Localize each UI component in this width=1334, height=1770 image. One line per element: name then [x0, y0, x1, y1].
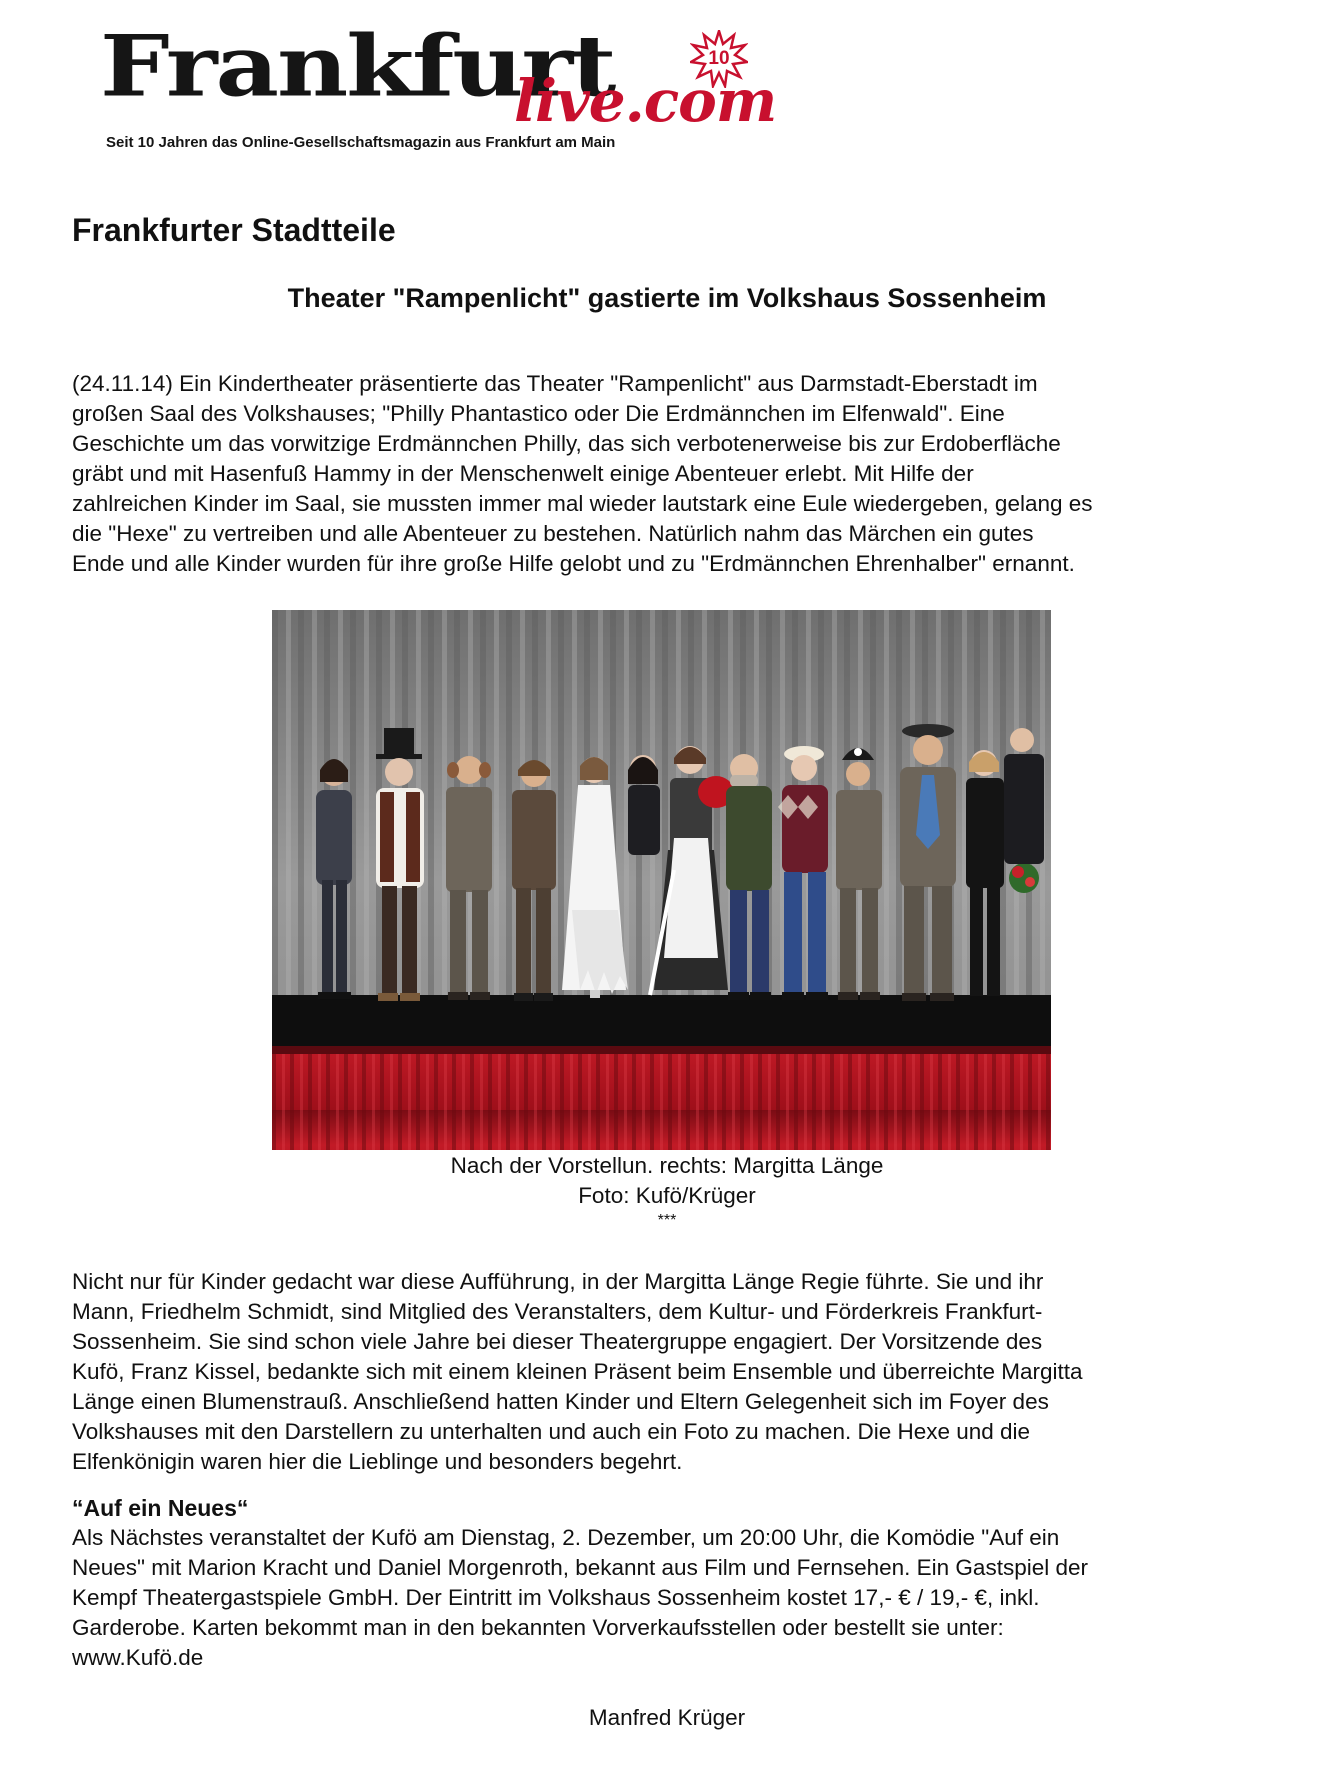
- paragraph-line: Ende und alle Kinder wurden für ihre große Hilfe gelobt und zu "Erdmännchen Ehrenhalber" ernannt.: [72, 551, 1075, 576]
- section-separator: ***: [657, 1212, 677, 1229]
- paragraph-line: Garderobe. Karten bekommt man in den bekannten Vorverkaufsstellen oder bestellt sie unter:: [72, 1615, 1004, 1640]
- anniversary-star-icon: [690, 30, 748, 88]
- paragraph-line: Als Nächstes veranstaltet der Kufö am Dienstag, 2. Dezember, um 20:00 Uhr, die Komödie "Auf ein: [72, 1525, 1060, 1550]
- paragraph-line: Mann, Friedhelm Schmidt, sind Mitglied des Veranstalters, dem Kultur- und Förderkreis Frankfurt-: [72, 1299, 1043, 1324]
- paragraph-line: großen Saal des Volkshauses; "Philly Phantastico oder Die Erdmännchen im Elfenwald". Eine: [72, 401, 1005, 426]
- paragraph-line: Länge einen Blumenstrauß. Anschließend hatten Kinder und Eltern Gelegenheit sich im Foyer des: [72, 1389, 1049, 1414]
- stage-skirt: [272, 1050, 1051, 1150]
- paragraph-line: (24.11.14) Ein Kindertheater präsentierte das Theater "Rampenlicht" aus Darmstadt-Eberstadt im: [72, 371, 1038, 396]
- paragraph-line: Kempf Theatergastspiele GmbH. Der Eintritt im Volkshaus Sossenheim kostet 17,- € / 19,- €, inkl.: [72, 1585, 1040, 1610]
- stage-floor: [272, 995, 1051, 1050]
- section-heading: Frankfurter Stadtteile: [72, 212, 396, 248]
- masthead-logo[interactable]: [96, 17, 777, 155]
- article-upcoming-paragraph: [72, 1523, 1272, 1673]
- photo-credit: Foto: Kufö/Krüger: [578, 1183, 756, 1208]
- article-title: Theater "Rampenlicht" gastierte im Volkshaus Sossenheim: [287, 283, 1047, 313]
- photo-caption: [0, 1151, 1334, 1231]
- paragraph-line: Geschichte um das vorwitzige Erdmännchen Philly, das sich verbotenerweise bis zur Erdoberfläche: [72, 431, 1061, 456]
- photo-caption-text: Nach der Vorstellun. rechts: Margitta Länge: [450, 1153, 884, 1178]
- website-link-text: www.Kufö.de: [72, 1645, 204, 1670]
- paragraph-line: die "Hexe" zu vertreiben und alle Abenteuer zu bestehen. Natürlich nahm das Märchen ein gutes: [72, 521, 1034, 546]
- anniversary-badge-number: 10: [708, 48, 730, 69]
- logo-wordmark-frankfurt: Frankfurt: [100, 17, 615, 117]
- paragraph-line: Nicht nur für Kinder gedacht war diese Aufführung, in der Margitta Länge Regie führte. Sie und ihr: [72, 1269, 1044, 1294]
- article-photo: [272, 610, 1051, 1150]
- article-subheading: “Auf ein Neues“: [72, 1495, 249, 1521]
- article-author: Manfred Krüger: [588, 1705, 746, 1730]
- logo-tagline: Seit 10 Jahren das Online-Gesellschaftsmagazin aus Frankfurt am Main: [106, 134, 616, 151]
- article-body-paragraph: [72, 1267, 1272, 1477]
- paragraph-line: Sossenheim. Sie sind schon viele Jahre bei dieser Theatergruppe engagiert. Der Vorsitzende des: [72, 1329, 1043, 1354]
- article-intro-paragraph: [72, 369, 1272, 579]
- paragraph-line: Neues" mit Marion Kracht und Daniel Morgenroth, bekannt aus Film und Fernsehen. Ein Gastspiel der: [72, 1555, 1088, 1580]
- paragraph-line: Kufö, Franz Kissel, bedankte sich mit einem kleinen Präsent beim Ensemble und überreichte Margitta: [72, 1359, 1083, 1384]
- paragraph-line: Elfenkönigin waren hier die Lieblinge und besonders begehrt.: [72, 1449, 683, 1474]
- paragraph-line: Volkshauses mit den Darstellern zu unterhalten und auch ein Foto zu machen. Die Hexe und die: [72, 1419, 1031, 1444]
- paragraph-line: gräbt und mit Hasenfuß Hammy in der Menschenwelt einige Abenteuer erlebt. Mit Hilfe der: [72, 461, 974, 486]
- paragraph-line: zahlreichen Kinder im Saal, sie mussten immer mal wieder lautstark eine Eule wiedergeben, gelang es: [72, 491, 1093, 516]
- logo-wordmark-live-com: live.com: [514, 67, 777, 135]
